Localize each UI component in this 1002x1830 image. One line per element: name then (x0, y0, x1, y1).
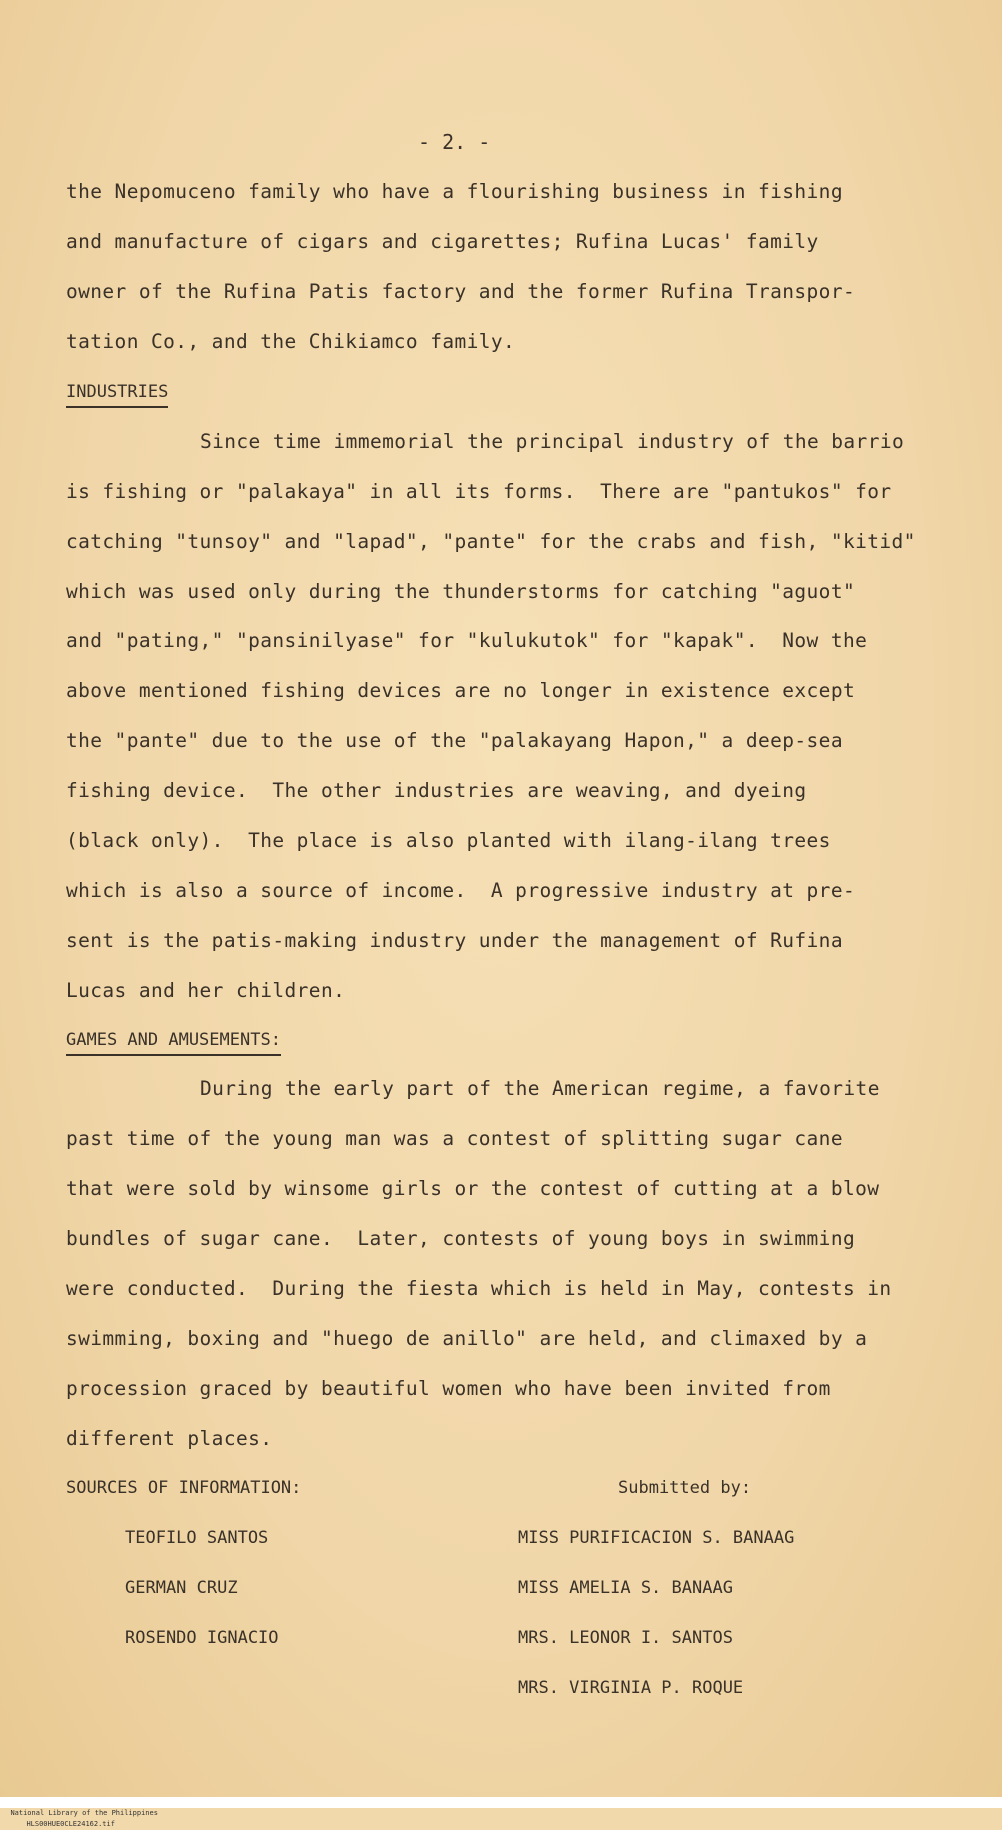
text-line: that were sold by winsome girls or the contest of cutting at a blow (66, 1177, 880, 1200)
text-line: the "pante" due to the use of the "palakayang Hapon," a deep-sea (66, 729, 843, 752)
text-line: During the early part of the American regime, a favorite (200, 1077, 880, 1100)
text-line: which is also a source of income. A progressive industry at pre- (66, 879, 856, 902)
text-line: sent is the patis-making industry under the management of Rufina (66, 929, 843, 952)
submitter-name: MRS. VIRGINIA P. ROQUE (518, 1678, 744, 1698)
text-line: bundles of sugar cane. Later, contests of young boys in swimming (66, 1227, 856, 1250)
text-line: tation Co., and the Chikiamco family. (66, 330, 516, 353)
text-line: is fishing or "palakaya" in all its forms. There are "pantukos" for (66, 480, 892, 503)
text-line: the Nepomuceno family who have a flourishing business in fishing (66, 180, 843, 203)
text-line: (black only). The place is also planted with ilang-ilang trees (66, 829, 831, 852)
text-line: fishing device. The other industries are weaving, and dyeing (66, 779, 807, 802)
text-line: above mentioned fishing devices are no longer in existence except (66, 679, 856, 702)
footer-file: HLS00HUE0CLE24162.tif (26, 1820, 115, 1828)
source-name: GERMAN CRUZ (125, 1578, 238, 1598)
text-line: past time of the young man was a contest of splitting sugar cane (66, 1127, 843, 1150)
section-heading-industries: INDUSTRIES (66, 380, 168, 408)
text-line: Since time immemorial the principal industry of the barrio (200, 430, 905, 453)
text-line: swimming, boxing and "huego de anillo" are held, and climaxed by a (66, 1327, 868, 1350)
source-name: ROSENDO IGNACIO (125, 1628, 279, 1648)
text-line: which was used only during the thunderstorms for catching "aguot" (66, 580, 856, 603)
text-line: procession graced by beautiful women who have been invited from (66, 1377, 831, 1400)
scan-footer (0, 1797, 1002, 1828)
sources-heading: SOURCES OF INFORMATION: (66, 1478, 302, 1498)
footer-library: National Library of the Philippines (10, 1809, 158, 1817)
text-line: and "pating," "pansinilyase" for "kulukutok" for "kapak". Now the (66, 629, 868, 652)
text-line: catching "tunsoy" and "lapad", "pante" for the crabs and fish, "kitid" (66, 530, 916, 553)
source-name: TEOFILO SANTOS (125, 1528, 269, 1548)
text-line: different places. (66, 1427, 273, 1450)
submitted-heading: Submitted by: (618, 1478, 752, 1498)
text-line: and manufacture of cigars and cigarettes; Rufina Lucas' family (66, 230, 819, 253)
text-line: Lucas and her children. (66, 979, 346, 1002)
submitter-name: MISS PURIFICACION S. BANAAG (518, 1528, 795, 1548)
text-line: owner of the Rufina Patis factory and the former Rufina Transpor- (66, 280, 856, 303)
page-number: - 2. - (418, 130, 491, 154)
text-line: were conducted. During the fiesta which is held in May, contests in (66, 1277, 892, 1300)
submitter-name: MRS. LEONOR I. SANTOS (518, 1628, 733, 1648)
submitter-name: MISS AMELIA S. BANAAG (518, 1578, 733, 1598)
section-heading-games: GAMES AND AMUSEMENTS: (66, 1028, 281, 1056)
